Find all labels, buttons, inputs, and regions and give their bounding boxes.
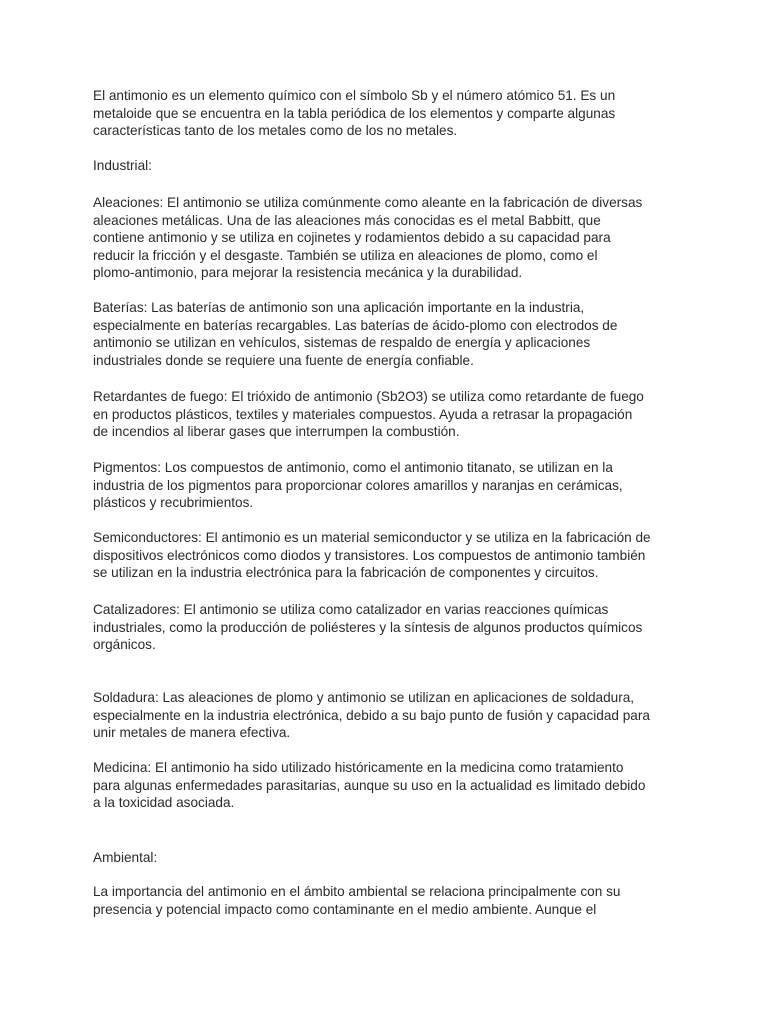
paragraph-catalizadores: Catalizadores: El antimonio se utiliza como catalizador en varias reacciones químicas industriales, como la producción de poliésteres y la síntesis de algunos productos químicos orgánicos. — [93, 602, 643, 653]
paragraph-semiconductores: Semiconductores: El antimonio es un material semiconductor y se utiliza en la fabricación de dispositivos electrónicos como diodos y transistores. Los compuestos de antimonio también se utilizan en la industria electrónica para la fabricación de componentes y circuitos. — [93, 530, 651, 581]
paragraph-soldadura: Soldadura: Las aleaciones de plomo y antimonio se utilizan en aplicaciones de soldadura, especialmente en la industria electrónica, debido a su bajo punto de fusión y capacidad para unir metales de manera efectiva. — [93, 690, 650, 741]
heading-industrial: Industrial: — [93, 158, 152, 173]
paragraph-medicina: Medicina: El antimonio ha sido utilizado históricamente en la medicina como tratamiento para algunas enfermedades parasitarias, aunque su uso en la actualidad es limitado debido a la toxicidad asociada. — [93, 760, 646, 811]
paragraph-baterias: Baterías: Las baterías de antimonio son una aplicación importante en la industria, especialmente en baterías recargables. Las baterías de ácido-plomo con electrodos de antimonio se utilizan en vehículos, sistemas de respaldo de energía y aplicaciones industriales donde se requiere una fuente de energía confiable. — [93, 300, 618, 368]
paragraph-aleaciones: Aleaciones: El antimonio se utiliza comúnmente como aleante en la fabricación de diversas aleaciones metálicas. Una de las aleaciones más conocidas es el metal Babbitt, que contiene antimonio y se utiliza en cojinetes y rodamientos debido a su capacidad para reducir la fricción y el desgaste. También se utiliza en aleaciones de plomo, como el plomo-antimonio, para mejorar la resistencia mecánica y la durabilidad. — [93, 195, 643, 281]
paragraph-retardantes: Retardantes de fuego: El trióxido de antimonio (Sb2O3) se utiliza como retardante de fuego en productos plásticos, textiles y materiales compuestos. Ayuda a retrasar la propagación de incendios al liberar gases que interrumpen la combustión. — [93, 389, 644, 440]
intro-paragraph: El antimonio es un elemento químico con el símbolo Sb y el número atómico 51. Es un metaloide que se encuentra en la tabla periódica de los elementos y comparte algunas características tanto de los metales como de los no metales. — [93, 88, 616, 139]
heading-ambiental: Ambiental: — [93, 850, 158, 865]
paragraph-pigmentos: Pigmentos: Los compuestos de antimonio, como el antimonio titanato, se utilizan en la industria de los pigmentos para proporcionar colores amarillos y naranjas en cerámicas, plásticos y recubrimientos. — [93, 460, 623, 511]
paragraph-ambiental: La importancia del antimonio en el ámbito ambiental se relaciona principalmente con su presencia y potencial impacto como contaminante en el medio ambiente. Aunque el — [93, 884, 621, 917]
